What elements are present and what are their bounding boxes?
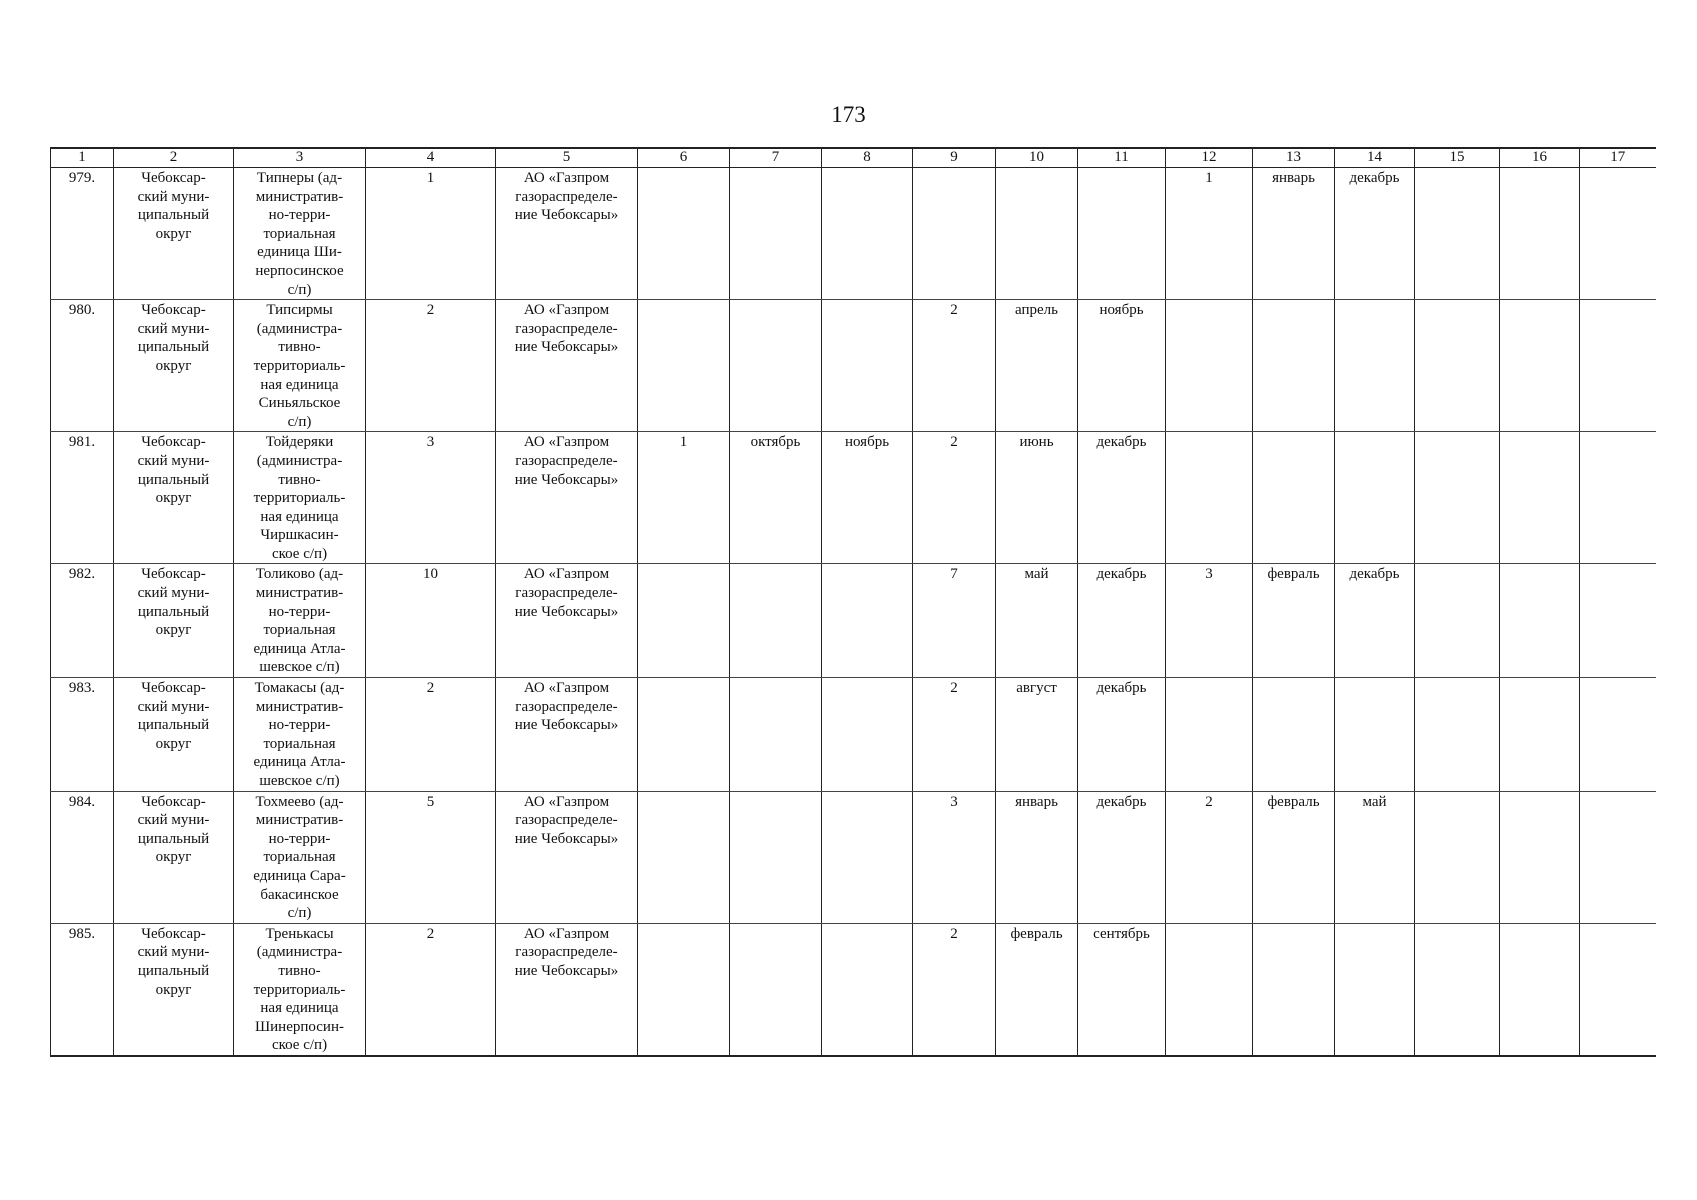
col12-cell — [1166, 923, 1253, 1056]
settlement-cell: Типнеры (ад- министратив- но-терри- ториальная единица Ши- нерпосинское с/п) — [234, 168, 366, 300]
col13-cell — [1253, 678, 1335, 792]
col15-cell — [1415, 300, 1500, 432]
column-header-6: 6 — [638, 148, 730, 168]
table-row — [51, 300, 1656, 432]
col13-cell: февраль — [1253, 791, 1335, 923]
column-header-7: 7 — [730, 148, 822, 168]
col16-cell — [1500, 923, 1580, 1056]
count-cell: 2 — [366, 923, 496, 1056]
count-cell: 5 — [366, 791, 496, 923]
col6-cell — [638, 791, 730, 923]
col17-cell — [1580, 678, 1656, 792]
col11-cell: декабрь — [1078, 678, 1166, 792]
col7-cell — [730, 678, 822, 792]
column-header-15: 15 — [1415, 148, 1500, 168]
col17-cell — [1580, 300, 1656, 432]
col6-cell — [638, 564, 730, 678]
col17-cell — [1580, 791, 1656, 923]
col7-cell — [730, 564, 822, 678]
col15-cell — [1415, 432, 1500, 564]
settlement-cell: Толиково (ад- министратив- но-терри- ториальная единица Атла- шевское с/п) — [234, 564, 366, 678]
table-row — [51, 564, 1656, 678]
col12-cell — [1166, 432, 1253, 564]
column-header-5: 5 — [496, 148, 638, 168]
district-cell: Чебоксар- ский муни- ципальный округ — [114, 678, 234, 792]
col15-cell — [1415, 564, 1500, 678]
col11-cell: декабрь — [1078, 432, 1166, 564]
row-number: 985. — [51, 923, 114, 1056]
district-cell: Чебоксар- ский муни- ципальный округ — [114, 168, 234, 300]
col15-cell — [1415, 678, 1500, 792]
settlement-cell: Типсирмы (администра- тивно- территориаль- ная единица Синьяльское с/п) — [234, 300, 366, 432]
column-header-17: 17 — [1580, 148, 1656, 168]
organization-cell: АО «Газпром газораспределе- ние Чебоксары» — [496, 432, 638, 564]
col14-cell — [1335, 300, 1415, 432]
organization-cell: АО «Газпром газораспределе- ние Чебоксары» — [496, 300, 638, 432]
settlement-cell: Тойдеряки (администра- тивно- территориаль- ная единица Чиршкасин- ское с/п) — [234, 432, 366, 564]
col9-cell — [913, 168, 996, 300]
header-row — [51, 148, 1656, 168]
col15-cell — [1415, 791, 1500, 923]
col6-cell — [638, 300, 730, 432]
col13-cell — [1253, 923, 1335, 1056]
col11-cell: сентябрь — [1078, 923, 1166, 1056]
column-header-1: 1 — [51, 148, 114, 168]
organization-cell: АО «Газпром газораспределе- ние Чебоксары» — [496, 564, 638, 678]
col15-cell — [1415, 168, 1500, 300]
district-cell: Чебоксар- ский муни- ципальный округ — [114, 432, 234, 564]
col17-cell — [1580, 564, 1656, 678]
col7-cell: октябрь — [730, 432, 822, 564]
col16-cell — [1500, 564, 1580, 678]
column-header-3: 3 — [234, 148, 366, 168]
district-cell: Чебоксар- ский муни- ципальный округ — [114, 300, 234, 432]
col10-cell: январь — [996, 791, 1078, 923]
column-header-16: 16 — [1500, 148, 1580, 168]
settlement-cell: Тренькасы (администра- тивно- территориаль- ная единица Шинерпосин- ское с/п) — [234, 923, 366, 1056]
count-cell: 2 — [366, 300, 496, 432]
col17-cell — [1580, 923, 1656, 1056]
document-table — [50, 147, 1656, 1057]
column-header-2: 2 — [114, 148, 234, 168]
col8-cell — [822, 168, 913, 300]
col14-cell — [1335, 923, 1415, 1056]
column-header-11: 11 — [1078, 148, 1166, 168]
col10-cell: февраль — [996, 923, 1078, 1056]
organization-cell: АО «Газпром газораспределе- ние Чебоксары» — [496, 791, 638, 923]
col10-cell — [996, 168, 1078, 300]
table-row — [51, 923, 1656, 1056]
col9-cell: 3 — [913, 791, 996, 923]
col14-cell: декабрь — [1335, 564, 1415, 678]
col8-cell — [822, 564, 913, 678]
col11-cell: ноябрь — [1078, 300, 1166, 432]
count-cell: 1 — [366, 168, 496, 300]
column-header-13: 13 — [1253, 148, 1335, 168]
column-header-4: 4 — [366, 148, 496, 168]
col10-cell: апрель — [996, 300, 1078, 432]
col12-cell: 3 — [1166, 564, 1253, 678]
col13-cell: январь — [1253, 168, 1335, 300]
col10-cell: июнь — [996, 432, 1078, 564]
col12-cell — [1166, 300, 1253, 432]
col9-cell: 2 — [913, 678, 996, 792]
col10-cell: май — [996, 564, 1078, 678]
col8-cell — [822, 300, 913, 432]
district-cell: Чебоксар- ский муни- ципальный округ — [114, 923, 234, 1056]
settlement-cell: Тохмеево (ад- министратив- но-терри- ториальная единица Сара- бакасинское с/п) — [234, 791, 366, 923]
organization-cell: АО «Газпром газораспределе- ние Чебоксары» — [496, 923, 638, 1056]
column-header-10: 10 — [996, 148, 1078, 168]
row-number: 982. — [51, 564, 114, 678]
table-body — [51, 168, 1656, 1056]
table-row — [51, 678, 1656, 792]
col12-cell: 2 — [1166, 791, 1253, 923]
document-table-container — [50, 147, 1655, 1057]
col14-cell — [1335, 432, 1415, 564]
organization-cell: АО «Газпром газораспределе- ние Чебоксары» — [496, 168, 638, 300]
col7-cell — [730, 923, 822, 1056]
table-row — [51, 791, 1656, 923]
col9-cell: 7 — [913, 564, 996, 678]
col6-cell — [638, 923, 730, 1056]
col16-cell — [1500, 432, 1580, 564]
row-number: 980. — [51, 300, 114, 432]
col14-cell — [1335, 678, 1415, 792]
col9-cell: 2 — [913, 432, 996, 564]
col8-cell: ноябрь — [822, 432, 913, 564]
col11-cell: декабрь — [1078, 564, 1166, 678]
col11-cell: декабрь — [1078, 791, 1166, 923]
row-number: 983. — [51, 678, 114, 792]
col7-cell — [730, 168, 822, 300]
count-cell: 10 — [366, 564, 496, 678]
district-cell: Чебоксар- ский муни- ципальный округ — [114, 564, 234, 678]
count-cell: 3 — [366, 432, 496, 564]
col16-cell — [1500, 300, 1580, 432]
col9-cell: 2 — [913, 300, 996, 432]
col8-cell — [822, 923, 913, 1056]
column-header-14: 14 — [1335, 148, 1415, 168]
row-number: 981. — [51, 432, 114, 564]
col7-cell — [730, 300, 822, 432]
row-number: 979. — [51, 168, 114, 300]
district-cell: Чебоксар- ский муни- ципальный округ — [114, 791, 234, 923]
col14-cell: май — [1335, 791, 1415, 923]
col17-cell — [1580, 432, 1656, 564]
row-number: 984. — [51, 791, 114, 923]
col14-cell: декабрь — [1335, 168, 1415, 300]
col16-cell — [1500, 168, 1580, 300]
col6-cell: 1 — [638, 432, 730, 564]
organization-cell: АО «Газпром газораспределе- ние Чебоксары» — [496, 678, 638, 792]
column-header-8: 8 — [822, 148, 913, 168]
col6-cell — [638, 678, 730, 792]
col15-cell — [1415, 923, 1500, 1056]
column-header-9: 9 — [913, 148, 996, 168]
col17-cell — [1580, 168, 1656, 300]
settlement-cell: Томакасы (ад- министратив- но-терри- ториальная единица Атла- шевское с/п) — [234, 678, 366, 792]
col7-cell — [730, 791, 822, 923]
col10-cell: август — [996, 678, 1078, 792]
col13-cell: февраль — [1253, 564, 1335, 678]
table-row — [51, 432, 1656, 564]
col12-cell: 1 — [1166, 168, 1253, 300]
page-number: 173 — [831, 102, 866, 127]
col9-cell: 2 — [913, 923, 996, 1056]
table-row — [51, 168, 1656, 300]
col6-cell — [638, 168, 730, 300]
col12-cell — [1166, 678, 1253, 792]
count-cell: 2 — [366, 678, 496, 792]
col16-cell — [1500, 791, 1580, 923]
col16-cell — [1500, 678, 1580, 792]
col13-cell — [1253, 300, 1335, 432]
col13-cell — [1253, 432, 1335, 564]
column-header-12: 12 — [1166, 148, 1253, 168]
col8-cell — [822, 678, 913, 792]
col8-cell — [822, 791, 913, 923]
col11-cell — [1078, 168, 1166, 300]
